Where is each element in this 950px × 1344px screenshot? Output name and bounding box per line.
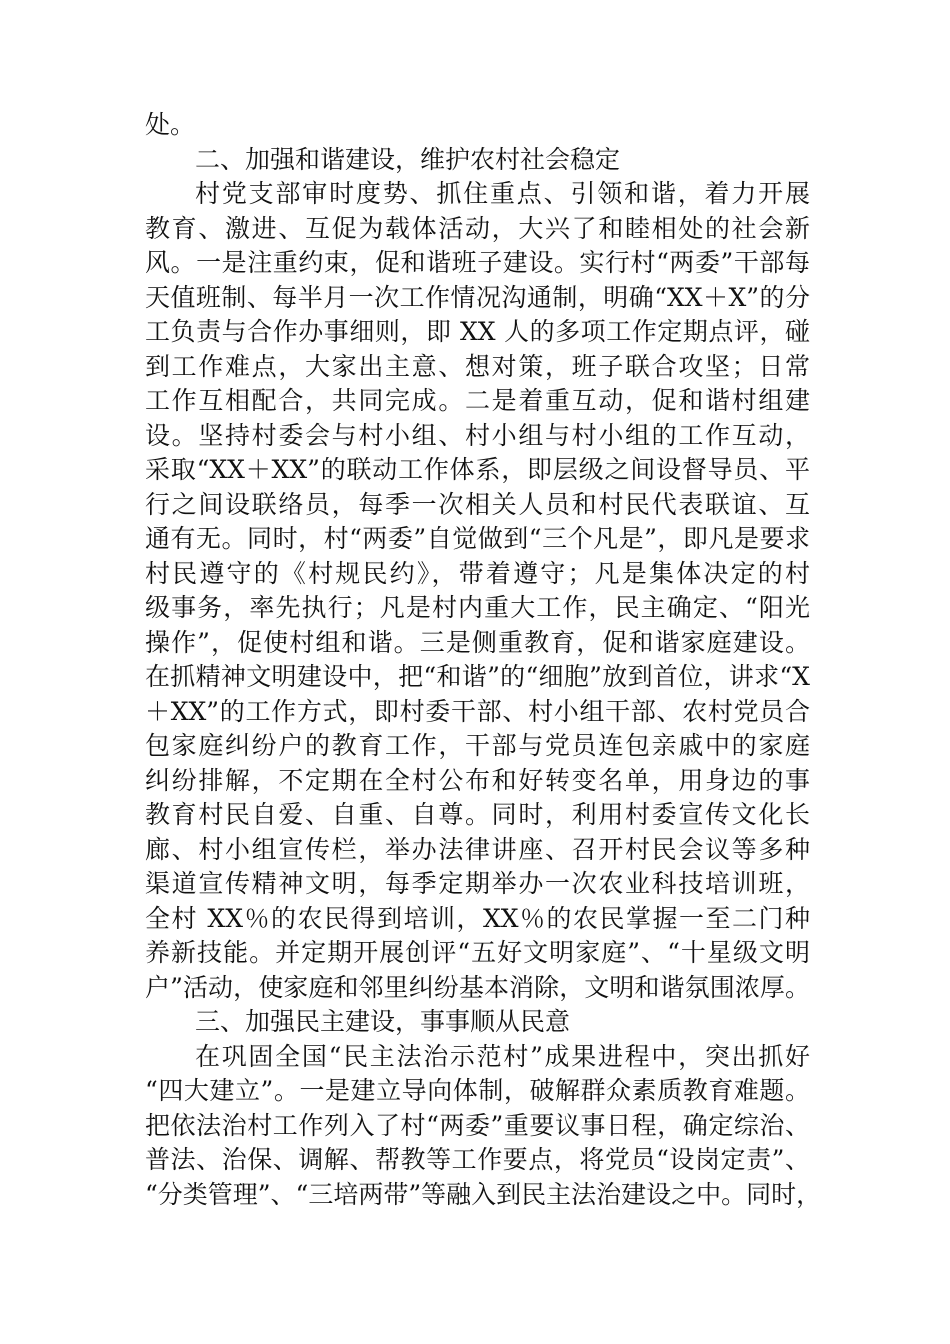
paragraph-line: 操作”，促使村组和谐。三是侧重教育，促和谐家庭建设。	[145, 627, 810, 657]
paragraph-line: 全村 XX％的农民得到培训，XX％的农民掌握一至二门种	[145, 903, 810, 933]
section-heading: 三、加强民主建设，事事顺从民意	[195, 1007, 571, 1036]
paragraph-line: 普法、治保、调解、帮教等工作要点，将党员“设岗定责”、	[145, 1145, 810, 1174]
paragraph-line: 设。坚持村委会与村小组、村小组与村小组的工作互动，	[145, 420, 810, 450]
paragraph-line: “分类管理”、“三培两带”等融入到民主法治建设之中。同时，	[145, 1179, 822, 1209]
paragraph-line: 工作互相配合，共同完成。二是着重互动，促和谐村组建	[145, 386, 810, 415]
paragraph-line: 村民遵守的《村规民约》，带着遵守；凡是集体决定的村	[145, 558, 810, 588]
paragraph-line: 工负责与合作办事细则，即 XX 人的多项工作定期点评，碰	[145, 317, 810, 346]
paragraph-line: 户”活动，使家庭和邻里纠纷基本消除，文明和谐氛围浓厚。	[145, 972, 810, 1002]
paragraph-line: 行之间设联络员，每季一次相关人员和村民代表联谊、互	[145, 489, 810, 519]
paragraph-line: 包家庭纠纷户的教育工作，干部与党员连包亲戚中的家庭	[145, 731, 810, 760]
paragraph-line: 到工作难点，大家出主意、想对策，班子联合攻坚；日常	[145, 351, 810, 381]
paragraph-line: 教育、激进、互促为载体活动，大兴了和睦相处的社会新	[145, 213, 810, 243]
paragraph-line: 采取“XX＋XX”的联动工作体系，即层级之间设督导员、平	[145, 455, 810, 484]
paragraph-line: 风。一是注重约束，促和谐班子建设。实行村“两委”干部每	[145, 248, 810, 277]
paragraph-line: ＋XX”的工作方式，即村委干部、村小组干部、农村党员合	[145, 696, 810, 726]
paragraph-line: 廊、村小组宣传栏，举办法律讲座、召开村民会议等多种	[145, 834, 810, 864]
paragraph-line: 把依法治村工作列入了村“两委”重要议事日程，确定综治、	[145, 1110, 810, 1140]
paragraph-line: 在抓精神文明建设中，把“和谐”的“细胞”放到首位，讲求“X	[145, 662, 810, 691]
document-body	[145, 108, 822, 1212]
paragraph-line: “四大建立”。一是建立导向体制，破解群众素质教育难题。	[145, 1076, 810, 1105]
paragraph-last-line: 处。	[145, 110, 196, 139]
paragraph-line: 养新技能。并定期开展创评“五好文明家庭”、“十星级文明	[145, 938, 810, 967]
section-heading: 二、加强和谐建设，维护农村社会稳定	[195, 144, 621, 174]
paragraph-line: 教育村民自爱、自重、自尊。同时，利用村委宣传文化长	[145, 800, 810, 829]
paragraph-line: 级事务，率先执行；凡是村内重大工作，民主确定、“阳光	[145, 593, 810, 622]
paragraph-line: 天值班制、每半月一次工作情况沟通制，明确“XX＋X”的分	[145, 282, 810, 312]
paragraph-first-line: 在巩固全国“民主法治示范村”成果进程中，突出抓好	[195, 1041, 810, 1071]
paragraph-line: 纠纷排解，不定期在全村公布和好转变名单，用身边的事	[145, 765, 810, 795]
paragraph-first-line: 村党支部审时度势、抓住重点、引领和谐，着力开展	[195, 179, 810, 208]
paragraph-line: 渠道宣传精神文明，每季定期举办一次农业科技培训班，	[145, 869, 810, 898]
paragraph-line: 通有无。同时，村“两委”自觉做到“三个凡是”，即凡是要求	[145, 524, 810, 553]
